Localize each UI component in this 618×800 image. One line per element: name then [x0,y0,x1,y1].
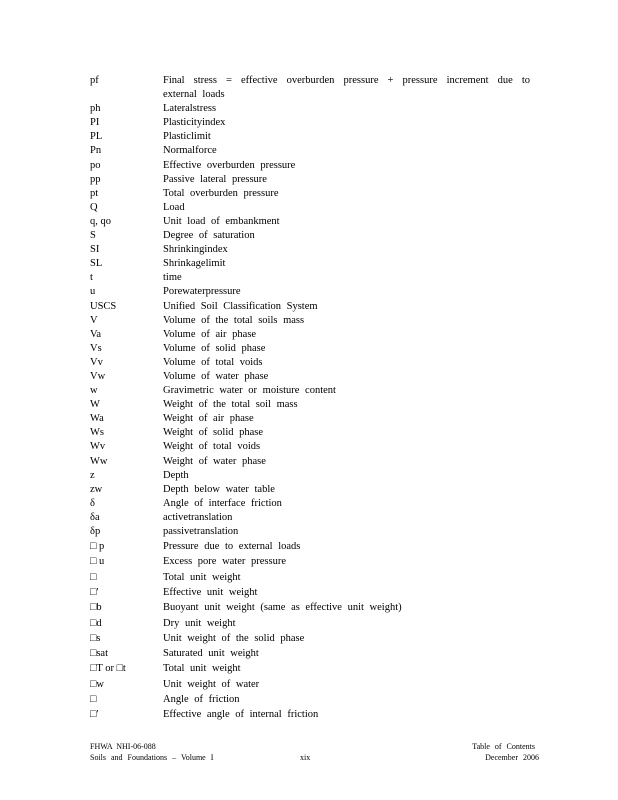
symbol: pt [90,187,99,199]
symbol: □ u [90,556,105,568]
symbol: t [90,272,93,284]
list-item [90,692,530,707]
list-item [90,483,530,497]
symbol: po [90,159,101,171]
symbol: w [90,385,98,397]
definition: Weight of the total soil mass [163,399,298,411]
symbol: Ws [90,427,104,439]
definition: Depth [163,469,189,481]
definition: Excess pore water pressure [163,556,286,568]
symbol: SI [90,244,100,256]
list-item [90,159,530,173]
definition: Volume of the total soils mass [163,314,305,326]
definition: Weight of solid phase [163,427,264,439]
definition: Volume of solid phase [163,342,266,354]
symbol: pp [90,173,101,185]
footer-section-title: Table of Contents [472,742,535,751]
definition: time [163,272,182,284]
definition: Shrinkingindex [163,244,228,256]
list-item [90,243,530,257]
symbol: z [90,469,95,481]
list-item [90,469,530,483]
symbol-list [90,74,530,723]
definition: Total unit weight [163,663,241,675]
symbol: δp [90,526,101,537]
symbol: Pn [90,145,102,157]
list-item [90,144,530,158]
symbol: PL [90,131,103,143]
definition: Angle of interface friction [163,497,282,509]
symbol: u [90,286,96,298]
list-item [90,314,530,328]
definition: Unit load of embankment [163,215,280,227]
definition: Pressure due to external loads [163,541,301,553]
definition: Volume of water phase [163,370,269,382]
list-item [90,102,530,116]
symbol: □′ [90,586,99,598]
symbol: □ [90,694,97,706]
list-item [90,370,530,384]
list-item [90,74,530,102]
list-item [90,201,530,215]
symbol: Vs [90,342,102,354]
definition: Effective overburden pressure [163,159,296,171]
definition: Plasticityindex [163,117,226,129]
symbol: zw [90,483,103,495]
list-item [90,426,530,440]
list-item [90,525,530,539]
definition: Buoyant unit weight (same as effective unit weight) [163,602,402,614]
symbol: Va [90,328,102,340]
definition: Saturated unit weight [163,648,259,660]
list-item [90,229,530,243]
symbol: V [90,314,98,326]
list-item [90,600,530,615]
symbol: W [90,399,100,411]
symbol: □sat [90,648,109,660]
list-item [90,677,530,692]
symbol: δ [90,497,95,509]
list-item [90,356,530,370]
symbol: □d [90,617,102,629]
symbol: Wv [90,441,106,453]
list-item [90,570,530,585]
definition: Unit weight of water [163,678,260,690]
definition: Plasticlimit [163,131,211,143]
symbol: pf [90,75,99,86]
definition: Dry unit weight [163,617,236,629]
definition: Weight of air phase [163,413,254,425]
list-item [90,412,530,426]
definition: Load [163,201,185,213]
definition: Depth below water table [163,483,275,495]
definition: Shrinkagelimit [163,258,226,270]
list-item [90,173,530,187]
list-item [90,616,530,631]
symbol: q, qo [90,215,111,227]
symbol: □ [90,571,97,583]
list-item [90,116,530,130]
definition: Angle of friction [163,694,240,706]
footer-document-title: Soils and Foundations – Volume I [90,753,214,762]
list-item [90,539,530,554]
symbol: Vw [90,370,106,382]
definition: Effective angle of internal friction [163,709,319,721]
symbol: □T or □t [90,663,126,675]
footer-document-id: FHWA NHI-06-088 [90,742,156,751]
list-item [90,661,530,676]
symbol: □ p [90,541,105,553]
definition: Unit weight of the solid phase [163,632,305,644]
symbol: USCS [90,300,117,312]
definition: Effective unit weight [163,586,258,598]
list-item [90,257,530,271]
symbol: SL [90,258,103,270]
list-item [90,455,530,469]
list-item [90,497,530,511]
definition: Normalforce [163,145,217,157]
list-item [90,511,530,525]
symbol: ph [90,103,101,115]
symbol: Vv [90,356,103,368]
symbol: □b [90,602,102,614]
list-item [90,631,530,646]
definition: Total unit weight [163,571,241,583]
symbol: Q [90,201,98,213]
symbol: δa [90,511,100,523]
list-item [90,130,530,144]
list-item [90,554,530,569]
list-item [90,585,530,600]
definition: Total overburden pressure [163,187,279,199]
list-item [90,215,530,229]
definition: Porewaterpressure [163,286,241,298]
list-item [90,271,530,285]
symbol: PI [90,117,100,129]
page-footer [90,741,539,765]
definition: Weight of water phase [163,455,266,467]
symbol: □w [90,678,104,690]
list-item [90,187,530,201]
definition: activetranslation [163,511,233,523]
definition: Volume of air phase [163,328,257,340]
definition: Gravimetric water or moisture content [163,385,336,397]
list-item [90,342,530,356]
list-item [90,285,530,299]
definition: Final stress = effective overburden pressure + pressure increment due to external loads [163,75,530,101]
symbol: S [90,230,96,242]
symbol: Wa [90,413,104,425]
list-item [90,384,530,398]
list-item [90,328,530,342]
definition: Passive lateral pressure [163,173,267,185]
definition: Degree of saturation [163,230,255,242]
symbol: □′ [90,709,99,721]
list-item [90,398,530,412]
definition: Lateralstress [163,103,217,115]
definition: passivetranslation [163,526,239,537]
list-item [90,300,530,314]
list-item [90,440,530,454]
symbol: □s [90,632,101,644]
definition: Volume of total voids [163,356,263,368]
list-item [90,646,530,661]
footer-date: December 2006 [485,753,539,762]
definition: Weight of total voids [163,441,261,453]
list-item [90,707,530,722]
definition: Unified Soil Classification System [163,300,318,312]
page-number: xix [300,753,311,762]
symbol: Ww [90,455,108,467]
